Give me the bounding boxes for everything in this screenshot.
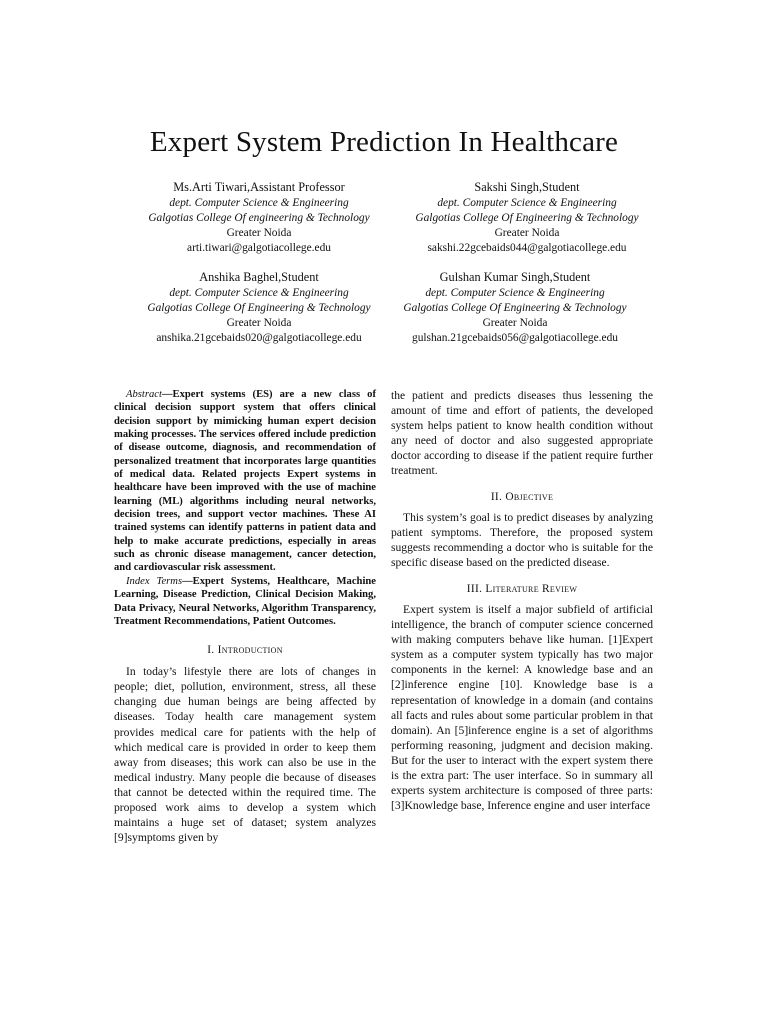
introduction-continued: the patient and predicts diseases thus lessening the amount of time and effort of patients, the developed system helps patient to know health condition without any need of doctor and also suggested appropriate doctor according to disease if the patient require further treatment. bbox=[391, 389, 653, 478]
literature-paragraph: Expert system is itself a major subfield of artificial intelligence, the branch of computer science concerned with making computers behave like human. [1]Expert system as a computer system typically has two major components in the kernel: A knowledge base and an [2]inference engine [10]. Knowledge base is a representation of knowledge in a domain (and contains all facts and rules about some particular problem in that domain). An [5]inference engine is a set of algorithms performing reasoning, judgment and decision making. But for the user to interact with the expert system there is the extra part: The user interface. So in summary all experts system architecture is composed of three parts: [3]Knowledge base, Inference engine and user interface bbox=[391, 602, 653, 813]
abstract-text: —Expert systems (ES) are a new class of clinical decision support system that offers clinical decision support by mimicking human expert decision making processes. The services offered include prediction of disease outcome, diagnosis, and recommendation of personalized treatment that incorporates large quantities of medical data. Related projects Expert systems in healthcare have been improved with the use of machine learning (ML) algorithms including neural networks, decision trees, and support vector machines. These AI trained systems can identify patterns in patient data and help to make accurate predictions, especially in areas such as chronic disease management, cancer detection, and cardiovascular risk assessment. bbox=[114, 389, 376, 574]
author-4 bbox=[360, 268, 670, 346]
author-dept: dept. Computer Science & Engineering bbox=[169, 197, 349, 209]
author-org: Galgotias College Of engineering & Technology bbox=[148, 212, 370, 224]
author-name: Anshika Baghel,Student bbox=[199, 270, 319, 284]
author-city: Greater Noida bbox=[226, 227, 292, 239]
paper-title: Expert System Prediction In Healthcare bbox=[149, 126, 619, 158]
section-heading-literature: III. Literature Review bbox=[466, 582, 578, 595]
index-terms-lead: Index Terms bbox=[126, 575, 183, 587]
index-terms bbox=[114, 575, 376, 628]
author-email[interactable]: arti.tiwari@galgotiacollege.edu bbox=[187, 242, 331, 254]
index-terms-text: —Expert Systems, Healthcare, Machine Learning, Disease Prediction, Clinical Decision Making, Data Privacy, Neural Networks, Algorithm Transparency, Treatment Recommendations, Patient Outcomes. bbox=[114, 575, 376, 627]
author-email[interactable]: anshika.21gcebaids020@galgotiacollege.edu bbox=[156, 332, 362, 344]
author-city: Greater Noida bbox=[482, 317, 548, 329]
abstract-lead: Abstract bbox=[126, 389, 162, 400]
introduction-paragraph: In today’s lifestyle there are lots of changes in people; diet, pollution, environment, stress, all these changing due human beings are being affected by diseases. Today health care management system provides medical care for patients with the help of which medical care is provided in order to keep them away from diseases; this work can also be use in the medical industry. Many people die because of diseases that cannot be detected within the required time. The proposed work aims to develop a system which maintains a huge set of dataset; system analyzes [9]symptoms given by bbox=[114, 665, 376, 845]
right-column bbox=[391, 388, 653, 813]
author-email[interactable]: sakshi.22gcebaids044@galgotiacollege.edu bbox=[427, 242, 627, 254]
author-org: Galgotias College Of Engineering & Technology bbox=[415, 212, 639, 224]
author-dept: dept. Computer Science & Engineering bbox=[425, 287, 605, 299]
abstract bbox=[114, 388, 376, 575]
objective-paragraph: This system’s goal is to predict diseases by analyzing patient symptoms. Therefore, the proposed system suggests recommending a doctor who is suitable for the specific disease based on the predicted disease. bbox=[391, 510, 653, 569]
author-dept: dept. Computer Science & Engineering bbox=[169, 287, 349, 299]
author-name: Sakshi Singh,Student bbox=[474, 180, 580, 194]
author-2 bbox=[372, 178, 682, 256]
author-name: Gulshan Kumar Singh,Student bbox=[439, 270, 591, 284]
author-org: Galgotias College Of Engineering & Technology bbox=[403, 302, 627, 314]
author-city: Greater Noida bbox=[226, 317, 292, 329]
author-name: Ms.Arti Tiwari,Assistant Professor bbox=[173, 180, 345, 194]
author-org: Galgotias College Of Engineering & Technology bbox=[147, 302, 371, 314]
section-heading-objective: II. Objective bbox=[490, 490, 554, 503]
author-email[interactable]: gulshan.21gcebaids056@galgotiacollege.edu bbox=[412, 332, 618, 344]
left-column bbox=[114, 388, 376, 845]
author-1 bbox=[104, 178, 414, 256]
section-heading-introduction: I. Introduction bbox=[207, 644, 283, 657]
author-dept: dept. Computer Science & Engineering bbox=[437, 197, 617, 209]
author-city: Greater Noida bbox=[494, 227, 560, 239]
